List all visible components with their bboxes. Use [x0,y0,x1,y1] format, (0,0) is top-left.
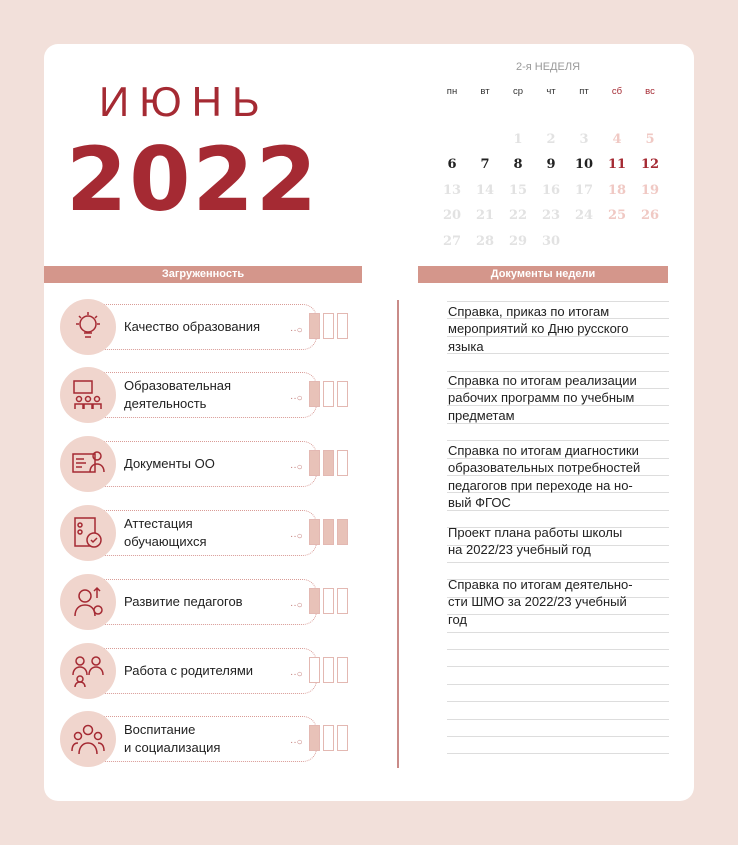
document-line: год [448,611,467,627]
calendar-day[interactable]: 6 [447,157,457,172]
workload-row [60,367,360,423]
workload-label [124,367,294,423]
workload-bar [309,313,320,339]
workload-icon-circle [60,299,116,355]
workload-bar [323,313,334,339]
workload-row [60,436,360,492]
document-item [448,303,670,355]
workload-label-line1: Развитие педагогов [124,594,243,609]
ruled-line [447,666,669,667]
calendar-day[interactable]: 11 [607,157,627,172]
workload-bar [323,381,334,407]
ruled-line [447,440,669,441]
calendar-day[interactable]: 5 [645,132,655,147]
workload-level [309,725,348,751]
calendar-day[interactable]: 10 [574,157,594,172]
workload-icon-circle [60,505,116,561]
calendar-day[interactable]: 30 [541,234,561,249]
weekday-label: вт [480,86,490,97]
document-item [448,576,670,628]
workload-bar [323,588,334,614]
workload-row [60,711,360,767]
calendar-day[interactable]: 8 [513,157,523,172]
calendar-day[interactable]: 1 [513,132,523,147]
calendar-day[interactable]: 7 [480,157,490,172]
ruled-line [447,753,669,754]
workload-label [124,299,294,355]
workload-bar [309,450,320,476]
workload-bar [337,450,348,476]
workload-bar [309,657,320,683]
calendar-day[interactable]: 13 [442,183,462,198]
teacher-growth-icon [70,584,106,620]
calendar-day[interactable]: 16 [541,183,561,198]
workload-level [309,313,348,339]
weekday-label: ср [512,86,524,97]
ruled-line [447,649,669,650]
document-line: предметам [448,407,515,423]
workload-bar [323,519,334,545]
connector-dot: ··○ [290,393,303,404]
workload-icon-circle [60,574,116,630]
attestation-icon [70,515,106,551]
workload-bar [337,725,348,751]
document-line: мероприятий ко Дню русского [448,321,629,337]
document-line: сти ШМО за 2022/23 учебный [448,594,627,610]
workload-label-line2: деятельность [124,396,207,411]
workload-label-line1: Документы ОО [124,456,215,471]
ruled-line [447,632,669,633]
calendar-day[interactable]: 17 [574,183,594,198]
ruled-line [447,684,669,685]
workload-icon-circle [60,367,116,423]
workload-level [309,588,348,614]
workload-header-label: Загруженность [161,268,245,280]
workload-bar [309,519,320,545]
document-line: Проект плана работы школы [448,525,623,540]
workload-bar [309,588,320,614]
calendar-day[interactable]: 23 [541,208,561,223]
workload-bar [309,725,320,751]
document-line: Справка по итогам реализации [448,373,637,388]
workload-bar [323,725,334,751]
document-line: Справка, приказ по итогам [448,304,610,319]
workload-level [309,519,348,545]
ruled-line [447,719,669,720]
ruled-line [447,562,669,563]
workload-label [124,711,294,767]
ruled-line [447,701,669,702]
calendar-day[interactable]: 12 [640,157,660,172]
workload-level [309,381,348,407]
weekday-label: сб [611,86,623,97]
connector-dot: ··○ [290,325,303,336]
workload-label-line1: Воспитание [124,722,196,737]
document-item [448,372,670,424]
workload-row [60,299,360,355]
workload-header [44,266,362,283]
calendar-day[interactable]: 27 [442,234,462,249]
workload-bar [337,381,348,407]
connector-dot: ··○ [290,669,303,680]
calendar-day[interactable]: 19 [640,183,660,198]
weekday-label: пт [579,86,589,97]
week-label: 2-я НЕДЕЛЯ [515,61,581,73]
connector-dot: ··○ [290,531,303,542]
parents-icon [70,653,106,689]
calendar-day[interactable]: 20 [442,208,462,223]
workload-level [309,657,348,683]
weekday-label: вс [645,86,655,97]
month-title: ИЮНЬ [99,78,270,125]
workload-bar [337,313,348,339]
connector-dot: ··○ [290,737,303,748]
connector-dot: ··○ [290,462,303,473]
document-item [448,524,670,559]
workload-label-line1: Работа с родителями [124,663,254,678]
document-line: образовательных потребностей [448,460,641,476]
document-line: педагогов при переходе на но- [448,477,633,493]
documents-header [418,266,668,283]
document-line: на 2022/23 учебный год [448,542,591,558]
document-line: Справка по итогам диагностики [448,443,639,458]
ruled-line [447,736,669,737]
workload-row [60,574,360,630]
workload-label-line2: обучающихся [124,534,207,549]
calendar-day[interactable]: 25 [607,208,627,223]
ruled-line [447,301,669,302]
workload-label [124,436,294,492]
group-icon [70,721,106,757]
workload-label-line1: Качество образования [124,319,261,334]
calendar-day[interactable]: 29 [508,234,528,249]
calendar-day[interactable]: 14 [475,183,495,198]
calendar-day[interactable]: 24 [574,208,594,223]
workload-label-line1: Аттестация [124,516,193,531]
classroom-icon [70,377,106,413]
weekday-label: чт [546,86,556,97]
workload-label [124,505,294,561]
year-title: 2022 [66,128,319,231]
workload-icon-circle [60,436,116,492]
document-item [448,442,670,512]
connector-dot: ··○ [290,600,303,611]
column-divider [397,300,399,768]
weekday-label: пн [446,86,458,97]
calendar-day[interactable]: 28 [475,234,495,249]
calendar-day[interactable]: 2 [546,132,556,147]
workload-level [309,450,348,476]
calendar-day[interactable]: 22 [508,208,528,223]
workload-bar [323,657,334,683]
workload-row [60,643,360,699]
calendar-day[interactable]: 26 [640,208,660,223]
document-line: вый ФГОС [448,495,511,511]
document-line: языка [448,338,484,354]
workload-icon-circle [60,643,116,699]
lightbulb-icon [70,309,106,345]
calendar-day[interactable]: 21 [475,208,495,223]
calendar-day[interactable]: 15 [508,183,528,198]
calendar-day[interactable]: 3 [579,132,589,147]
workload-row [60,505,360,561]
workload-label [124,643,294,699]
workload-icon-circle [60,711,116,767]
documents-icon [70,446,106,482]
documents-header-label: Документы недели [490,268,596,280]
calendar-day[interactable]: 18 [607,183,627,198]
workload-label-line1: Образовательная [124,378,232,393]
document-line: Справка по итогам деятельно- [448,577,633,592]
workload-label-line2: и социализация [124,740,221,755]
workload-bar [323,450,334,476]
workload-label [124,574,294,630]
workload-bar [309,381,320,407]
document-line: рабочих программ по учебным [448,390,635,406]
calendar-day[interactable]: 9 [546,157,556,172]
workload-bar [337,657,348,683]
workload-bar [337,519,348,545]
workload-bar [337,588,348,614]
calendar-day[interactable]: 4 [612,132,622,147]
